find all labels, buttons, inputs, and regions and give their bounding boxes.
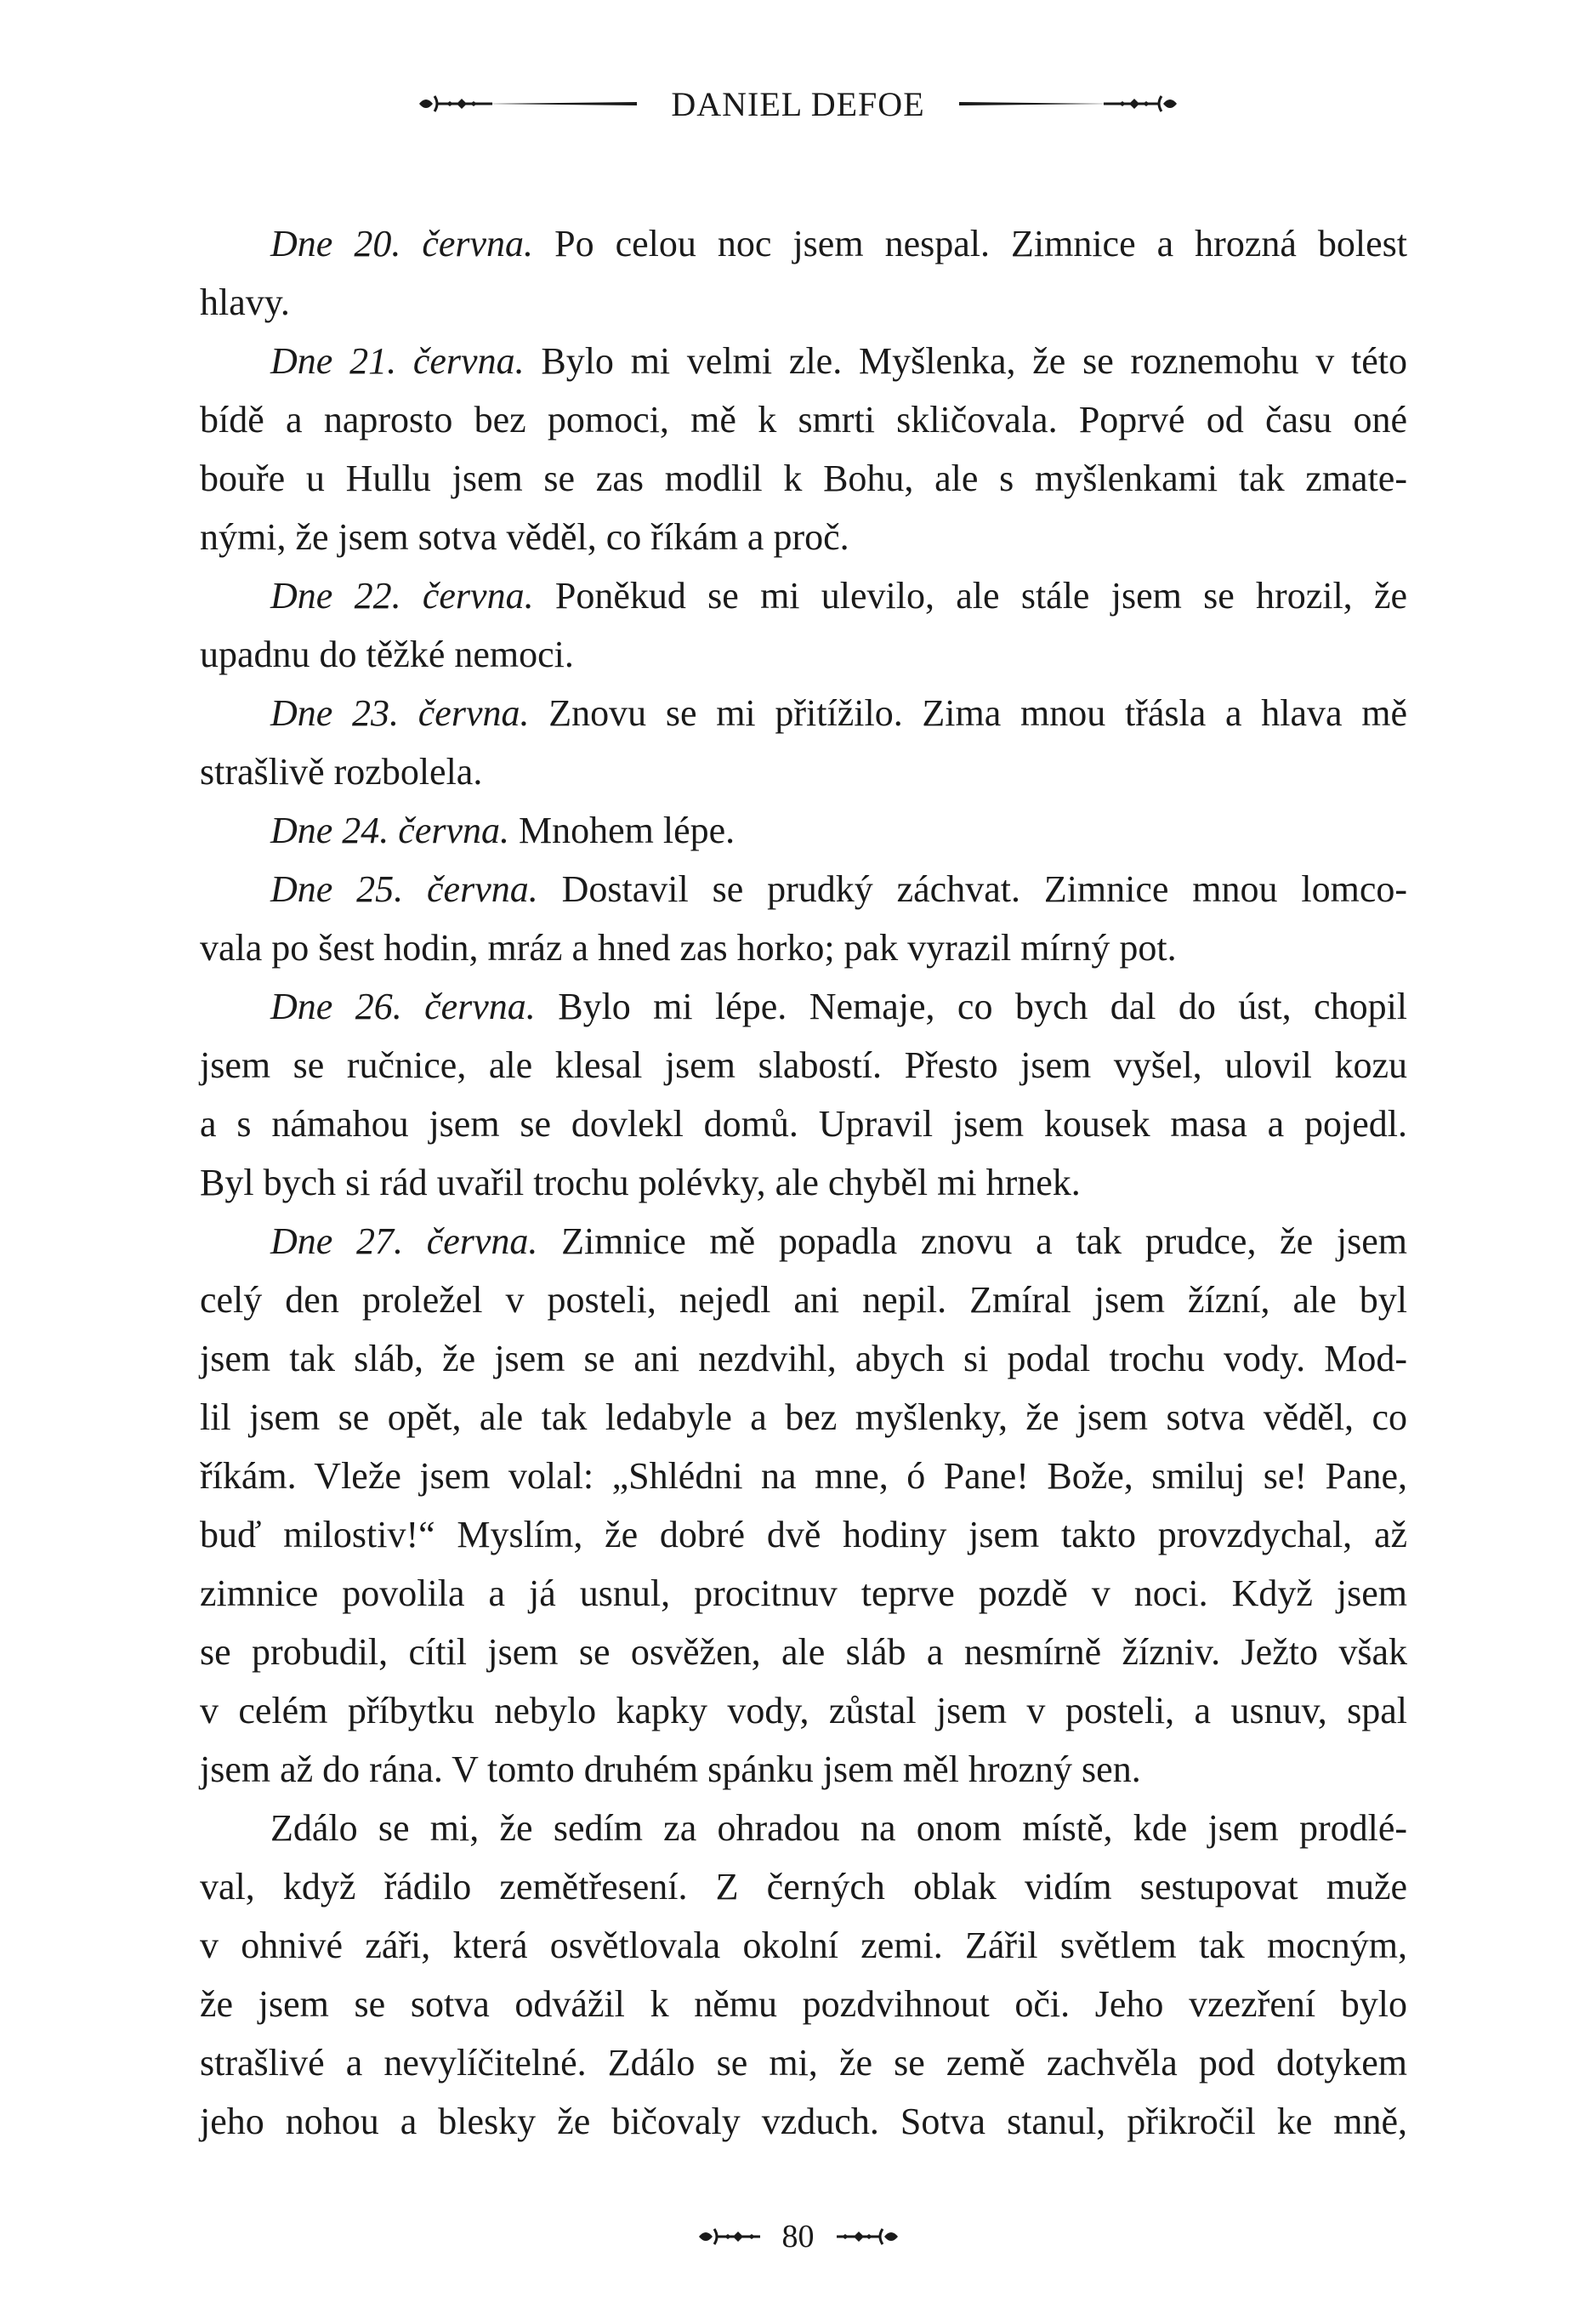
entry-date: Dne 24. června.: [270, 810, 510, 851]
line-text: strašlivě rozbolela.: [200, 751, 483, 793]
diary-entry: [200, 1212, 1407, 1799]
line-text: jeho nohou a blesky že bičovaly vzduch. Sotva stanul, přikročil ke mně,: [200, 2101, 1407, 2142]
text-line: [200, 1271, 1407, 1329]
body-text: [200, 214, 1407, 2151]
text-line: [200, 1153, 1407, 1212]
line-text: Poněkud se mi ulevilo, ale stále jsem se hrozil, že: [554, 575, 1408, 617]
text-line: [200, 918, 1407, 977]
line-text: Znovu se mi přitížilo. Zima mnou třásla a hlava mě: [548, 692, 1408, 734]
text-line: [200, 801, 1407, 860]
ornament-right-icon: [951, 91, 1180, 117]
line-text: bídě a naprosto bez pomoci, mě k smrti skličovala. Poprvé od času oné: [200, 399, 1407, 441]
line-text: se probudil, cítil jsem se osvěžen, ale sláb a nesmírně žízniv. Ježto však: [200, 1631, 1407, 1673]
line-text: v celém příbytku nebylo kapky vody, zůstal jsem v posteli, a usnuv, spal: [200, 1690, 1407, 1731]
text-line: [200, 742, 1407, 801]
text-line: [200, 2092, 1407, 2151]
diary-entry: [200, 860, 1407, 977]
text-line: [200, 1623, 1407, 1681]
line-text: celý den proležel v posteli, nejedl ani nepil. Zmíral jsem žízní, ale byl: [200, 1279, 1407, 1321]
line-text: Zimnice mě popadla znovu a tak prudce, že jsem: [561, 1220, 1407, 1262]
diary-entry: [200, 801, 1407, 860]
running-header: [0, 78, 1596, 129]
text-line: [200, 1329, 1407, 1388]
text-line: [200, 1564, 1407, 1623]
diary-entry: [200, 684, 1407, 801]
line-text: nými, že jsem sotva věděl, co říkám a proč.: [200, 516, 849, 558]
line-text: a s námahou jsem se dovlekl domů. Upravil jsem kousek masa a pojedl.: [200, 1103, 1407, 1145]
entry-date: Dne 25. června.: [270, 868, 538, 910]
diary-entry: [200, 214, 1407, 332]
line-text: jsem tak sláb, že jsem se ani nezdvihl, abych si podal trochu vody. Mod-: [200, 1338, 1407, 1379]
entry-date: Dne 20. června.: [270, 223, 534, 264]
ornament-right-icon: [833, 2224, 901, 2249]
text-line: [200, 2033, 1407, 2092]
page-footer: [0, 2211, 1596, 2262]
line-text: Po celou noc jsem nespal. Zimnice a hrozná bolest: [554, 223, 1408, 264]
line-text: Zdálo se mi, že sedím za ohradou na onom místě, kde jsem prodlé-: [270, 1807, 1407, 1849]
line-text: říkám. Vleže jsem volal: „Shlédni na mne, ó Pane! Bože, smiluj se! Pane,: [200, 1455, 1407, 1497]
text-line: [200, 273, 1407, 332]
text-line: [200, 1857, 1407, 1916]
line-text: Byl bych si rád uvařil trochu polévky, ale chyběl mi hrnek.: [200, 1162, 1081, 1203]
entry-date: Dne 22. června.: [270, 575, 534, 617]
text-line: [200, 1505, 1407, 1564]
text-line: [200, 449, 1407, 508]
entry-date: Dne 26. června.: [270, 986, 536, 1027]
text-line: [200, 214, 1407, 273]
line-text: strašlivé a nevylíčitelné. Zdálo se mi, že se země zachvěla pod dotykem: [200, 2042, 1407, 2084]
text-line: [200, 508, 1407, 566]
text-line: [200, 1094, 1407, 1153]
line-text: zimnice povolila a já usnul, procitnuv teprve pozdě v noci. Když jsem: [200, 1572, 1407, 1614]
text-line: [200, 390, 1407, 449]
line-text: hlavy.: [200, 281, 290, 323]
line-text: Bylo mi velmi zle. Myšlenka, že se roznemohu v této: [541, 340, 1408, 382]
line-text: buď milostiv!“ Myslím, že dobré dvě hodiny jsem takto provzdychal, až: [200, 1514, 1407, 1555]
paragraph: [200, 1799, 1407, 2151]
text-line: [200, 1036, 1407, 1094]
diary-entry: [200, 566, 1407, 684]
line-text: Mnohem lépe.: [519, 810, 736, 851]
text-line: [200, 860, 1407, 918]
line-text: Dostavil se prudký záchvat. Zimnice mnou lomco-: [561, 868, 1408, 910]
line-text: jsem se ručnice, ale klesal jsem slabostí. Přesto jsem vyšel, ulovil kozu: [200, 1044, 1407, 1086]
entry-date: Dne 23. června.: [270, 692, 530, 734]
text-line: [200, 1975, 1407, 2033]
line-text: lil jsem se opět, ale tak ledabyle a bez myšlenky, že jsem sotva věděl, co: [200, 1396, 1407, 1438]
line-text: v ohnivé záři, která osvětlovala okolní zemi. Zářil světlem tak mocným,: [200, 1925, 1407, 1966]
text-line: [200, 1740, 1407, 1799]
diary-entry: [200, 977, 1407, 1212]
text-line: [200, 1388, 1407, 1447]
text-line: [200, 1799, 1407, 1857]
text-line: [200, 625, 1407, 684]
ornament-left-icon: [696, 2224, 764, 2249]
entry-date: Dne 21. června.: [270, 340, 525, 382]
line-text: upadnu do těžké nemoci.: [200, 634, 574, 675]
running-header-title: DANIEL DEFOE: [671, 84, 925, 123]
entry-date: Dne 27. června.: [270, 1220, 538, 1262]
line-text: bouře u Hullu jsem se zas modlil k Bohu, ale s myšlenkami tak zmate-: [200, 458, 1407, 499]
text-line: [200, 566, 1407, 625]
line-text: Bylo mi lépe. Nemaje, co bych dal do úst, chopil: [558, 986, 1408, 1027]
text-line: [200, 684, 1407, 742]
diary-entry: [200, 332, 1407, 566]
text-line: [200, 332, 1407, 390]
line-text: val, když řádilo zemětřesení. Z černých oblak vidím sestupovat muže: [200, 1866, 1407, 1907]
text-line: [200, 977, 1407, 1036]
text-line: [200, 1681, 1407, 1740]
ornament-left-icon: [416, 91, 645, 117]
line-text: že jsem se sotva odvážil k němu pozdvihnout oči. Jeho vzezření bylo: [200, 1983, 1407, 2025]
text-line: [200, 1916, 1407, 1975]
line-text: vala po šest hodin, mráz a hned zas horko; pak vyrazil mírný pot.: [200, 927, 1177, 969]
text-line: [200, 1212, 1407, 1271]
text-line: [200, 1447, 1407, 1505]
line-text: jsem až do rána. V tomto druhém spánku jsem měl hrozný sen.: [200, 1748, 1141, 1790]
page-number: 80: [781, 2219, 815, 2254]
